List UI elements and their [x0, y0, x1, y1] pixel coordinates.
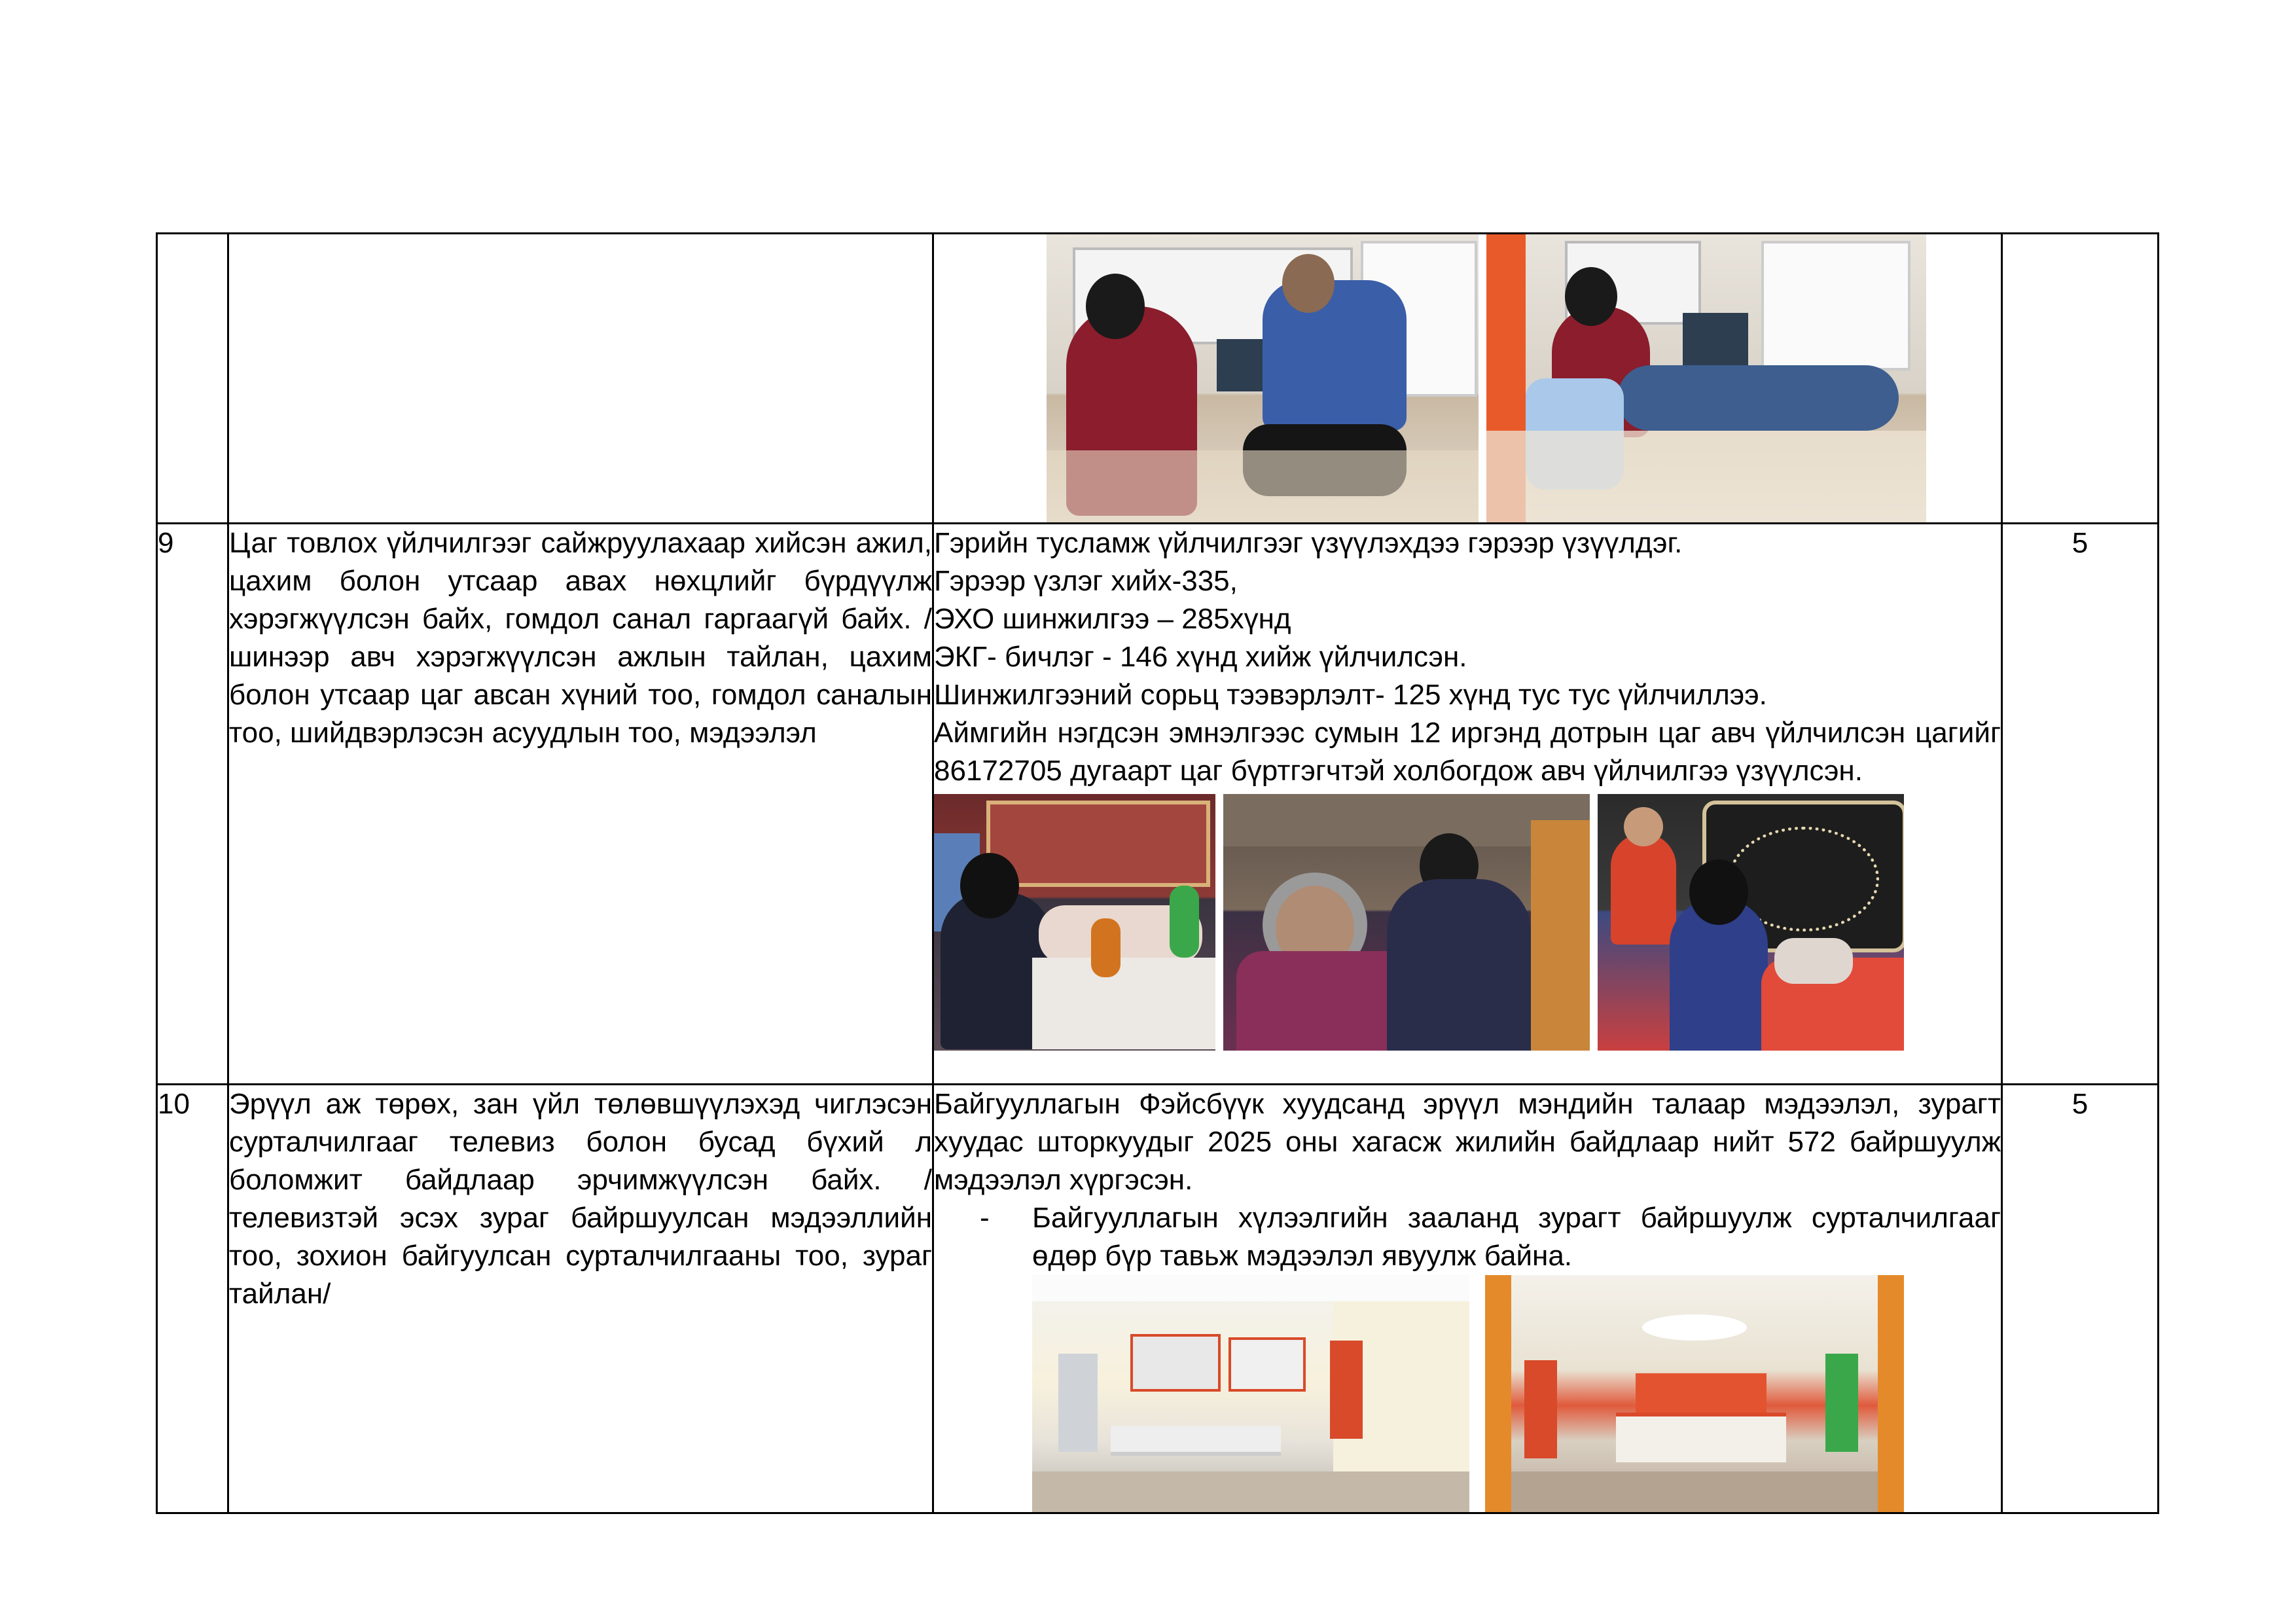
table-row: [157, 1085, 2159, 1513]
performance-paragraph: Байгууллагын Фэйсбүүк хуудсанд эрүүл мэндийн талаар мэдээлэл, зурагт хуудас шторкуудыг 2025 оны хагасж жилийн байдлаар нийт 572 байршуулж мэдээлэл хүргэсэн.: [934, 1088, 2001, 1196]
performance-cell: [933, 524, 2002, 1085]
row-number: [157, 234, 228, 524]
criteria-cell: Эрүүл аж төрөх, зан үйл төлөвшүүлэхэд чиглэсэн сурталчилгааг телевиз болон бусад бүхий л боломжит байдлаар эрчимжүүлсэн байх. / телевизтэй эсэх зураг байршуулсан мэдээллийн тоо, зохион байгуулсан сурталчилгааны тоо, зураг тайлан/: [228, 1085, 933, 1513]
ultrasound-exam-photo: [1486, 234, 1926, 522]
performance-line: Аймгийн нэгдсэн эмнэлгээс сумын 12 иргэнд дотрын цаг авч үйлчилсэн цагийг 86172705 дугаарт цаг бүртгэгчтэй холбогдож авч үйлчилгээ үзүүлсэн.: [934, 717, 2001, 787]
report-table: [156, 232, 2159, 1514]
table-row: [157, 234, 2159, 524]
home-visit-photo: [934, 794, 1215, 1051]
score-cell: [2002, 234, 2159, 524]
criteria-cell: [228, 234, 933, 524]
home-visit-photo: [1223, 794, 1590, 1051]
performance-line: ЭХО шинжилгээ – 285хүнд: [934, 603, 1291, 635]
ultrasound-exam-photo: [1047, 234, 1479, 522]
bullet-item: [980, 1199, 2001, 1275]
performance-line: Гэрээр үзлэг хийх-335,: [934, 565, 1238, 597]
bullet-dash: -: [980, 1202, 990, 1234]
home-visit-photo: [1598, 794, 1904, 1051]
score-cell: 5: [2002, 524, 2159, 1085]
performance-line: ЭКГ- бичлэг - 146 хүнд хийж үйлчилсэн.: [934, 641, 1467, 673]
score-cell: 5: [2002, 1085, 2159, 1513]
row-number: 9: [157, 524, 228, 1085]
bullet-text: Байгууллагын хүлээлгийн зааланд зурагт байршуулж сурталчилгааг өдөр бүр тавьж мэдээлэл явуулж байна.: [1032, 1202, 2001, 1272]
table-row: [157, 524, 2159, 1085]
criteria-cell: Цаг товлох үйлчилгээг сайжруулахаар хийсэн ажил, цахим болон утсаар авах нөхцлийг бүрдүүлж хэрэгжүүлсэн байх, гомдол санал гаргаагүй байх. /шинээр авч хэрэгжүүлсэн ажлын тайлан, цахим болон утсаар цаг авсан хүний тоо, гомдол саналын тоо, шийдвэрлэсэн асуудлын тоо, мэдээлэл: [228, 524, 933, 1085]
performance-line: Гэрийн тусламж үйлчилгээг үзүүлэхдээ гэрээр үзүүлдэг.: [934, 527, 1683, 559]
row-number: 10: [157, 1085, 228, 1513]
performance-cell: [933, 1085, 2002, 1513]
performance-line: Шинжилгээний сорьц тээвэрлэлт- 125 хүнд тус тус үйлчиллээ.: [934, 679, 1767, 711]
performance-cell: [933, 234, 2002, 524]
waiting-hall-photo: [1032, 1275, 1469, 1512]
waiting-hall-photo: [1485, 1275, 1904, 1512]
